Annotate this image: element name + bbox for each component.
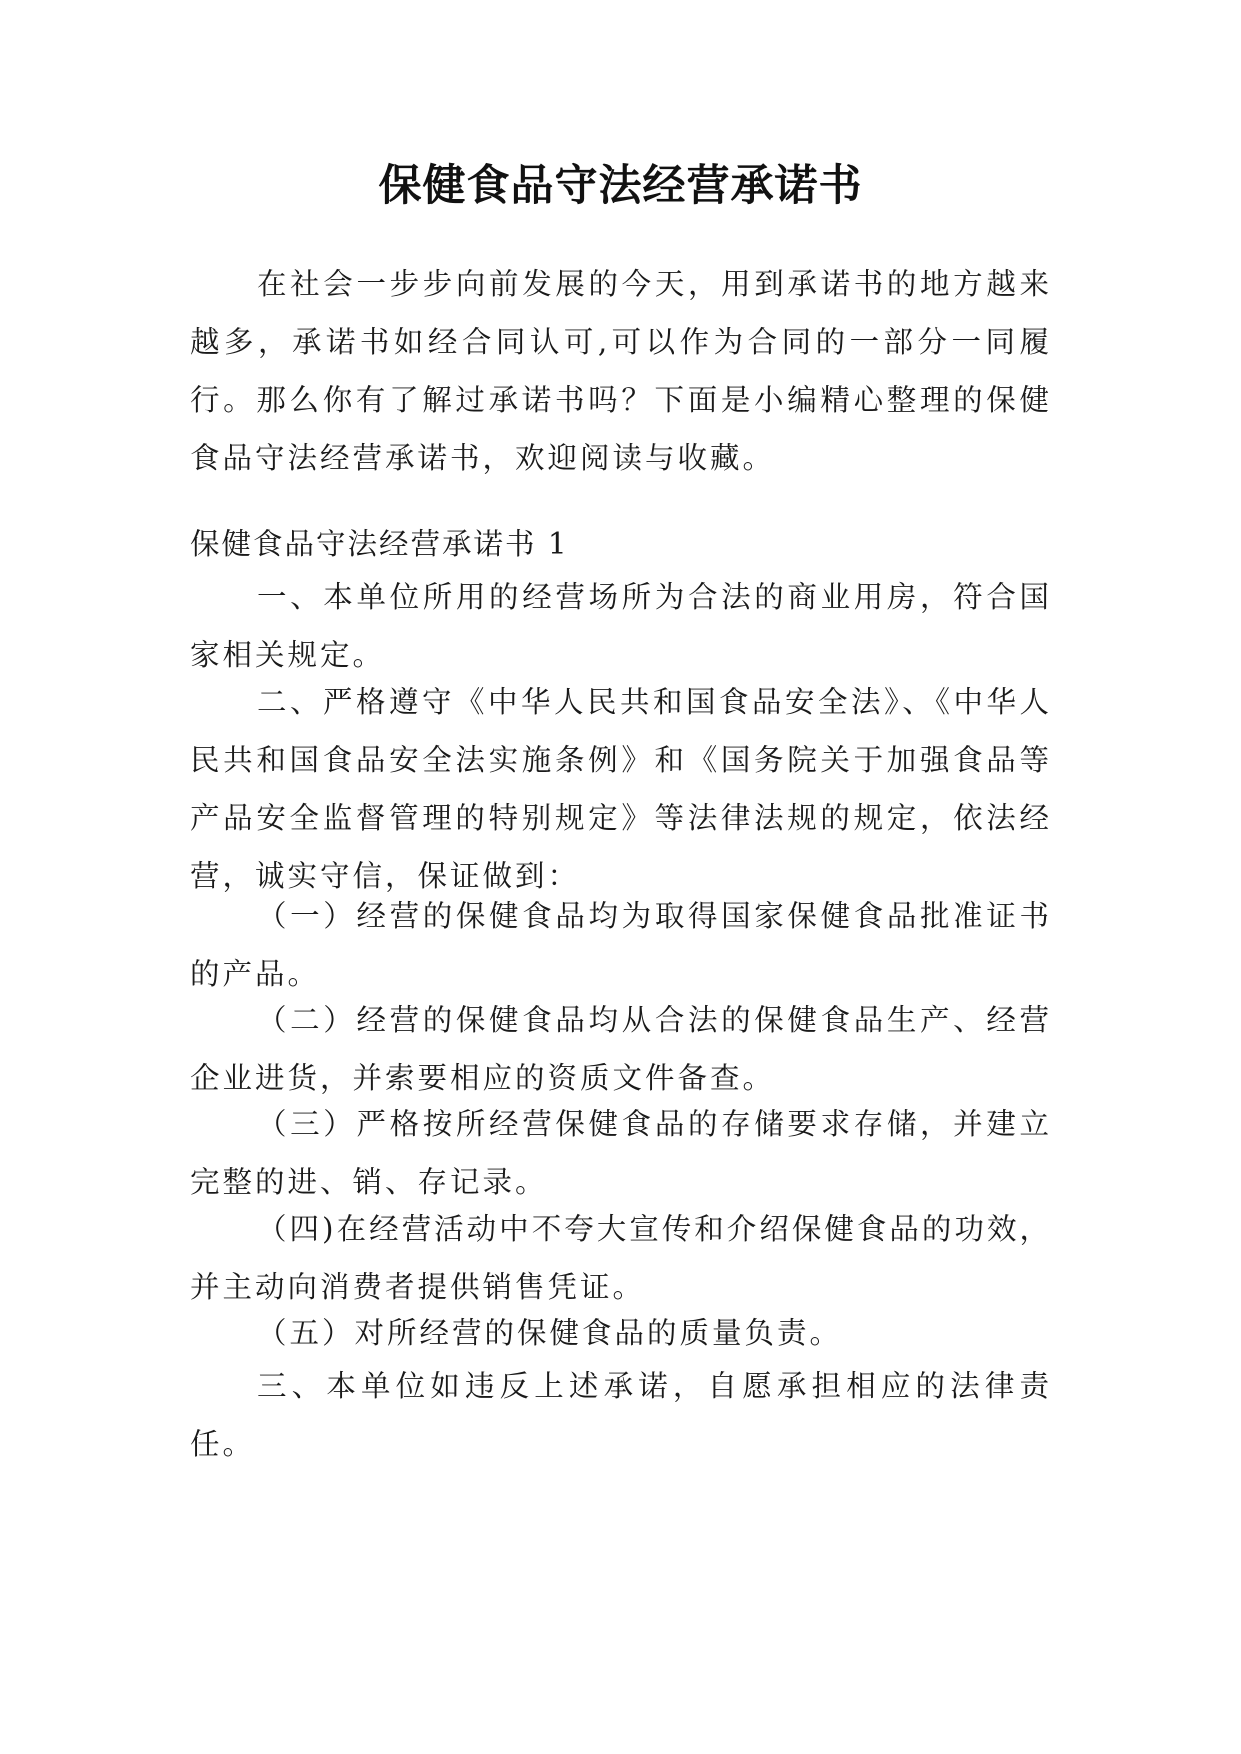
clause-3: 三、本单位如违反上述承诺，自愿承担相应的法律责任。	[190, 1369, 1052, 1461]
intro-paragraph: 在社会一步步向前发展的今天，用到承诺书的地方越来越多，承诺书如经合同认可,可以作为合同的一部分一同履行。那么你有了解过承诺书吗？下面是小编精心整理的保健食品守法经营承诺书，欢迎阅读与收藏。	[190, 267, 1052, 475]
clause-1: 一、本单位所用的经营场所为合法的商业用房，符合国家相关规定。	[190, 580, 1052, 672]
document-title: 保健食品守法经营承诺书	[378, 161, 863, 211]
section-heading: 保健食品守法经营承诺书 1	[190, 527, 569, 561]
clause-2-item-3: （三）严格按所经营保健食品的存储要求存储，并建立完整的进、销、存记录。	[190, 1107, 1052, 1199]
clause-2: 二、严格遵守《中华人民共和国食品安全法》、《中华人民共和国食品安全法实施条例》和《国务院关于加强食品等产品安全监督管理的特别规定》等法律法规的规定，依法经营，诚实守信，保证做到：	[190, 685, 1052, 893]
clause-2-item-1: （一）经营的保健食品均为取得国家保健食品批准证书的产品。	[190, 899, 1052, 991]
clause-2-item-4: （四)在经营活动中不夸大宣传和介绍保健食品的功效，并主动向消费者提供销售凭证。	[190, 1212, 1052, 1304]
clause-2-item-5: （五）对所经营的保健食品的质量负责。	[257, 1316, 843, 1350]
clause-2-item-2: （二）经营的保健食品均从合法的保健食品生产、经营企业进货，并索要相应的资质文件备查。	[190, 1003, 1052, 1095]
